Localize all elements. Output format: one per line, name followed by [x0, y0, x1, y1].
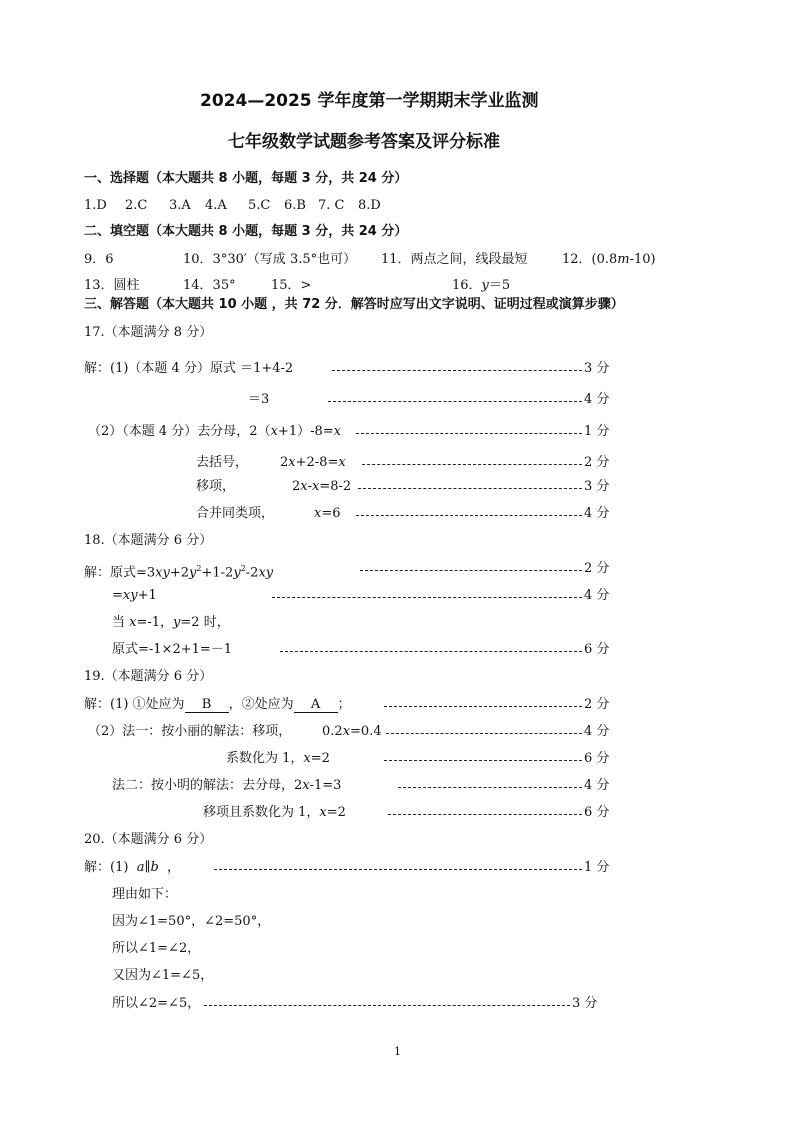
q19-line-2-expr: 0.2x=0.4: [322, 724, 382, 739]
q19-line-2-label: （2）法一：按小丽的解法：移项，: [88, 724, 292, 739]
q19-line-4-leader: [398, 787, 582, 788]
q19-line-3-points: 6 分: [584, 751, 610, 766]
choice-answer-8: 8.D: [358, 198, 381, 213]
q19-blank-2: A: [294, 698, 338, 713]
q18-line-1: 解：原式$=3xy+2y^2+1-2y^2-2xy$: [84, 564, 274, 581]
q20-line-6: 所以∠2=∠5，: [112, 996, 201, 1011]
q17-line-4-leader: [362, 464, 582, 465]
q17-line-6-label: 合并同类项，: [196, 506, 275, 521]
q17-line-6-points: 4 分: [584, 506, 610, 521]
document-title: 2024—2025 学年度第一学期期末学业监测: [200, 91, 539, 111]
q20-title: 20.（本题满分 6 分）: [84, 832, 213, 847]
fill-answer-12: 12．(0.8m-10): [562, 252, 656, 267]
q19-line-4-points: 4 分: [584, 778, 610, 793]
q19-line-1-leader: [384, 706, 582, 707]
q20-line-6-points: 3 分: [572, 996, 598, 1011]
choice-answer-4: 4.A: [205, 198, 227, 213]
q17-line-6-leader: [356, 515, 582, 516]
section-choice-header: 一、选择题（本大题共 8 小题，每题 3 分，共 24 分）: [84, 171, 408, 186]
q20-line-4: 所以∠1=∠2，: [112, 941, 201, 956]
q17-line-5-label: 移项，: [196, 479, 236, 494]
q19-line-2-points: 4 分: [584, 724, 610, 739]
q18-line-4-leader: [280, 651, 582, 652]
q17-line-3-points: 1 分: [584, 424, 610, 439]
q17-line-4-expr: 2x+2-8=x: [280, 455, 346, 470]
choice-answer-5: 5.C: [248, 198, 271, 213]
q19-line-3-leader: [384, 760, 582, 761]
q18-line-1-leader: [360, 570, 582, 571]
choice-answer-6: 6.B: [284, 198, 306, 213]
document-subtitle: 七年级数学试题参考答案及评分标准: [228, 132, 500, 152]
q20-line-1: 解：(1) a∥b ，: [84, 860, 181, 875]
fill-answer-9: 9．6: [84, 252, 114, 267]
q18-line-1-points: 2 分: [584, 561, 610, 576]
q18-title: 18.（本题满分 6 分）: [84, 533, 213, 548]
q20-line-3: 因为∠1=50°，∠2=50°，: [112, 914, 271, 929]
q17-line-5-leader: [358, 488, 582, 489]
fill-answer-13: 13．圆柱: [84, 278, 140, 293]
fill-answer-16: 16．y＝5: [452, 278, 511, 293]
q18-line-2: =xy+1: [112, 588, 157, 603]
q20-line-6-leader: [204, 1005, 570, 1006]
q17-line-5-points: 3 分: [584, 479, 610, 494]
q19-line-5-points: 6 分: [584, 805, 610, 820]
q19-blank-1: B: [185, 698, 229, 713]
q19-line-4: 法二：按小明的解法：去分母，2x-1=3: [112, 778, 342, 793]
q18-line-4-points: 6 分: [584, 642, 610, 657]
q17-line-6-expr: x=6: [314, 506, 341, 521]
choice-answer-3: 3.A: [169, 198, 191, 213]
q17-line-1-leader: [332, 370, 582, 371]
q20-line-5: 又因为∠1=∠5，: [112, 968, 214, 983]
q17-line-1: 解：(1)（本题 4 分）原式 ＝1+4-2: [84, 361, 294, 376]
q17-line-5-expr: 2x-x=8-2: [292, 479, 352, 494]
q17-line-2: ＝3: [248, 392, 270, 407]
q17-line-1-points: 3 分: [584, 361, 610, 376]
q17-line-2-points: 4 分: [584, 392, 610, 407]
choice-answer-1: 1.D: [84, 198, 107, 213]
fill-answer-15: 15．>: [271, 278, 312, 293]
section-solution-header: 三、解答题（本大题共 10 小题 ，共 72 分．解答时应写出文字说明、证明过程或演算步骤）: [84, 297, 624, 312]
q19-line-5: 移项且系数化为 1，x=2: [203, 805, 346, 820]
choice-answer-2: 2.C: [125, 198, 148, 213]
q19-line-5-leader: [388, 814, 582, 815]
q17-line-4-points: 2 分: [584, 455, 610, 470]
q17-line-2-leader: [328, 401, 582, 402]
q19-line-2-leader: [386, 733, 582, 734]
choice-answer-7: 7. C: [318, 198, 345, 213]
q17-line-3-leader: [356, 433, 582, 434]
fill-answer-10: 10．3°30′（写成 3.5°也可）: [183, 252, 357, 267]
q20-line-1-leader: [214, 869, 582, 870]
q18-line-2-leader: [272, 597, 582, 598]
q17-title: 17.（本题满分 8 分）: [84, 325, 213, 340]
q18-line-3: 当 x=-1，y=2 时，: [112, 615, 230, 630]
section-fill-header: 二、填空题（本大题共 8 小题，每题 3 分，共 24 分）: [84, 224, 408, 239]
q19-line-3: 系数化为 1，x=2: [226, 751, 330, 766]
q17-line-3: （2）（本题 4 分）去分母，2（x+1）-8=x: [88, 424, 341, 439]
fill-answer-14: 14．35°: [183, 278, 236, 293]
q20-line-2: 理由如下：: [112, 887, 178, 902]
page-number: 1: [394, 1045, 401, 1058]
q18-line-2-points: 4 分: [584, 588, 610, 603]
q19-line-1-points: 2 分: [584, 697, 610, 712]
q20-line-1-points: 1 分: [584, 860, 610, 875]
q17-line-4-label: 去括号，: [196, 455, 249, 470]
q19-line-1: 解：(1) ①处应为 B ，②处应为 A ；: [84, 697, 351, 712]
q18-line-4: 原式=-1×2+1=－1: [112, 642, 233, 657]
q19-title: 19.（本题满分 6 分）: [84, 669, 213, 684]
fill-answer-11: 11．两点之间，线段最短: [381, 252, 528, 267]
